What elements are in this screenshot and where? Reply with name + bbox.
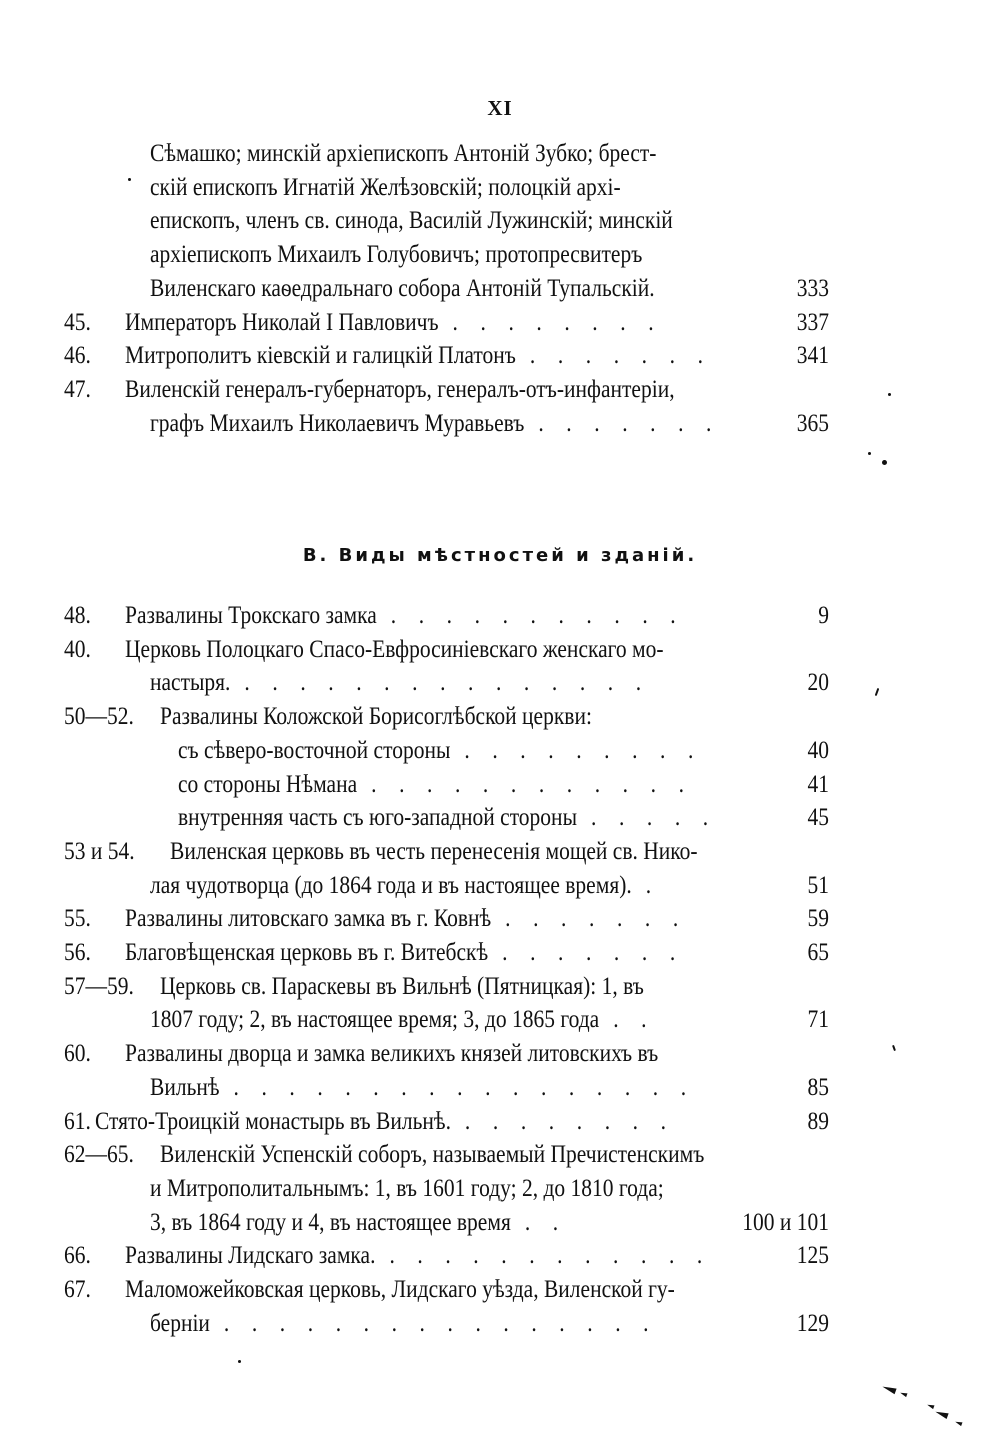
toc-entry-line [0,340,860,372]
entry-text: Императоръ Николай I Павловичъ . . . . . . . . [124,308,663,336]
dot-leader: . . . . . . . [515,342,712,370]
toc-entry-line [0,701,860,733]
entry-text: Вильнѣ . . . . . . . . . . . . . . . . . [149,1073,695,1101]
entry-text: Церковь Полоцкаго Спасо-Евфросиніевскаго женскаго мо- [124,635,664,663]
entry-text: Развалины дворца и замка великихъ князей литовскихъ въ [124,1040,659,1068]
entry-text: Церковь св. Параскевы въ Вильнѣ (Пятницкая): 1, въ [159,972,644,1000]
entry-text: Виленская церковь въ честь перенесенія мощей св. Нико- [169,837,698,865]
toc-entry-line [0,836,860,868]
entry-number: 40. [63,635,91,663]
entry-number: 48. [63,602,91,629]
toc-continuation-line [0,138,860,170]
entry-text: Развалины Коложской Борисоглѣбской церкви: [159,703,592,731]
toc-continuation-line [0,239,860,271]
dot-leader: . . [510,1208,567,1236]
page-ref: 85 [807,1073,829,1101]
entry-number: 46. [63,342,91,370]
entry-number: 53 и 54. [63,837,135,865]
entry-text: Виленскій Успенскій соборъ, называемый Пречистенскимъ [159,1141,705,1169]
dot-leader: . . . . . . . . . . . . . . . . . [219,1073,695,1101]
entry-number: 47. [63,375,91,403]
toc-entry-line [0,667,860,699]
toc-entry-line [0,769,860,801]
scan-mark [881,1384,896,1394]
dot-leader: . . . . . . . . [450,1107,675,1135]
toc-entry-line [0,1240,860,1272]
page-ref: 45 [807,804,829,832]
entry-text: графъ Михаилъ Николаевичъ Муравьевъ . . . . . . . [149,409,721,437]
toc-entry-line [0,374,860,406]
toc-entry-line [0,634,860,666]
entry-number: 45. [63,308,91,336]
entry-text: Развалины литовскаго замка въ г. Ковнѣ . . . . . . . [124,905,687,933]
scan-speck [128,178,131,181]
dot-leader: . . . . . . . [491,905,687,933]
toc-entry-line [0,1207,860,1239]
dot-leader: . . . . . [577,804,717,832]
entry-number: 55. [63,905,91,933]
page-ref: 20 [807,669,829,697]
toc-entry-line [0,307,860,339]
toc-entry-line [0,1038,860,1070]
scan-speck [868,452,871,455]
page-ref: 40 [807,736,829,764]
toc-entry-line [0,1173,860,1205]
scan-mark [927,1403,935,1409]
toc-entry-line [0,971,860,1003]
toc-entry-line [0,1072,860,1104]
dot-leader: . . . . . . . [524,409,721,437]
page-ref: 129 [796,1309,829,1337]
entry-number: 57—59. [63,972,134,1000]
entry-text: съ сѣверо-восточной стороны . . . . . . . . . [177,736,702,764]
entry-text: епископъ, членъ св. синода, Василій Лужинскій; минскій [149,207,673,235]
entry-text: скій епископъ Игнатій Желѣзовскій; полоцкій архі- [149,173,621,201]
entry-text: лая чудотворца (до 1864 года и въ настоящее время). . [149,871,660,899]
entry-text: настыря. . . . . . . . . . . . . . . . [149,669,650,697]
entry-text: Стято-Троицкій монастырь въ Вильнѣ. . . . . . . . . [94,1107,675,1135]
page-ref: 333 [796,274,829,302]
entry-text: Маломожейковская церковь, Лидскаго уѣзда, Виленской гу- [124,1276,675,1303]
entry-number: 62—65. [63,1141,134,1169]
toc-entry-line [0,870,860,902]
entry-text: Виленскій генералъ-губернаторъ, генералъ-отъ-инфантеріи, [124,375,675,403]
entry-text: Сѣмашко; минскій архіепископъ Антоній Зубко; брест- [149,140,657,167]
toc-entry-line [0,1308,860,1340]
entry-number: 50—52. [63,703,134,731]
toc-entry-line [0,1106,860,1138]
toc-entry-line [0,1274,860,1306]
dot-leader: . . . . . . . . . . . . [375,1242,711,1270]
scan-speck [882,460,887,465]
toc-entry-line [0,937,860,969]
page-ref: 59 [807,905,829,933]
toc-entry-line [0,1139,860,1171]
entry-text: Виленскаго каѳедральнаго собора Антоній Тупальскій. [149,274,655,302]
entry-text: Развалины Трокскаго замка . . . . . . . . . . . [124,602,685,629]
toc-continuation-line [0,205,860,237]
dot-leader: . [631,871,660,899]
toc-entry-line [0,903,860,935]
scan-mark [934,1409,948,1419]
page-ref: 341 [796,342,829,370]
entry-text: берніи . . . . . . . . . . . . . . . . [149,1309,658,1337]
dot-leader: . . . . . . . . [438,308,663,336]
scan-mark [900,1391,908,1397]
entry-text: 1807 году; 2, въ настоящее время; 3, до 1865 года . . [149,1006,656,1034]
dot-leader: . . . . . . . . . [450,736,702,764]
dot-leader: . . . . . . . . . . . . . . . . [209,1309,658,1337]
entry-number: 66. [63,1242,91,1270]
page-ref: 51 [807,871,829,899]
entry-text: и Митрополитальнымъ: 1, въ 1601 году; 2, до 1810 года; [149,1174,664,1202]
dot-leader: . . . . . . . . . . . . . . . [230,669,650,697]
page-ref: 71 [807,1006,829,1034]
entry-number: 60. [63,1040,91,1068]
dot-leader: . . . . . . . [488,939,684,966]
page-ref: 41 [807,770,829,798]
entry-text: со стороны Нѣмана . . . . . . . . . . . . [177,770,693,798]
page-ref: 100 и 101 [742,1208,829,1236]
entry-number: 67. [63,1276,91,1303]
page-ref: 337 [796,308,829,336]
scan-speck [888,393,891,396]
entry-number: 61. [63,1107,91,1135]
page-ref: 9 [818,602,829,629]
toc-entry-line [0,802,860,834]
entry-number: 56. [63,939,91,966]
dot-leader: . . [599,1006,656,1034]
page-ref: 65 [807,939,829,966]
toc-entry-line [0,600,860,632]
toc-continuation-line [0,273,860,305]
toc-entry-line [0,408,860,440]
toc-entry-line [0,1004,860,1036]
entry-text: внутренняя часть съ юго-западной стороны . . . . . [177,804,717,832]
page-ref: 125 [796,1242,829,1270]
scan-speck [892,1045,896,1051]
section-title: В. Виды мѣстностей и зданій. [302,545,698,566]
entry-text: архіепископъ Михаилъ Голубовичъ; протопресвитеръ [149,241,643,269]
page-ref: 89 [807,1107,829,1135]
dot-leader: . . . . . . . . . . . . [357,770,693,798]
entry-text: 3, въ 1864 году и 4, въ настоящее время . . [149,1208,567,1236]
toc-entry-line [0,735,860,767]
page-number: XI [487,96,513,120]
scan-speck [875,688,880,696]
scan-speck [238,1360,241,1363]
dot-leader: . . . . . . . . . . . [376,602,685,629]
scan-mark [955,1420,963,1426]
entry-text: Благовѣщенская церковь въ г. Витебскѣ . . . . . . . [124,939,684,966]
entry-text: Митрополитъ кіевскій и галицкій Платонъ . . . . . . . [124,342,712,370]
entry-text: Развалины Лидскаго замка. . . . . . . . . . . . . [124,1242,711,1270]
page-ref: 365 [796,409,829,437]
toc-continuation-line [0,172,860,204]
